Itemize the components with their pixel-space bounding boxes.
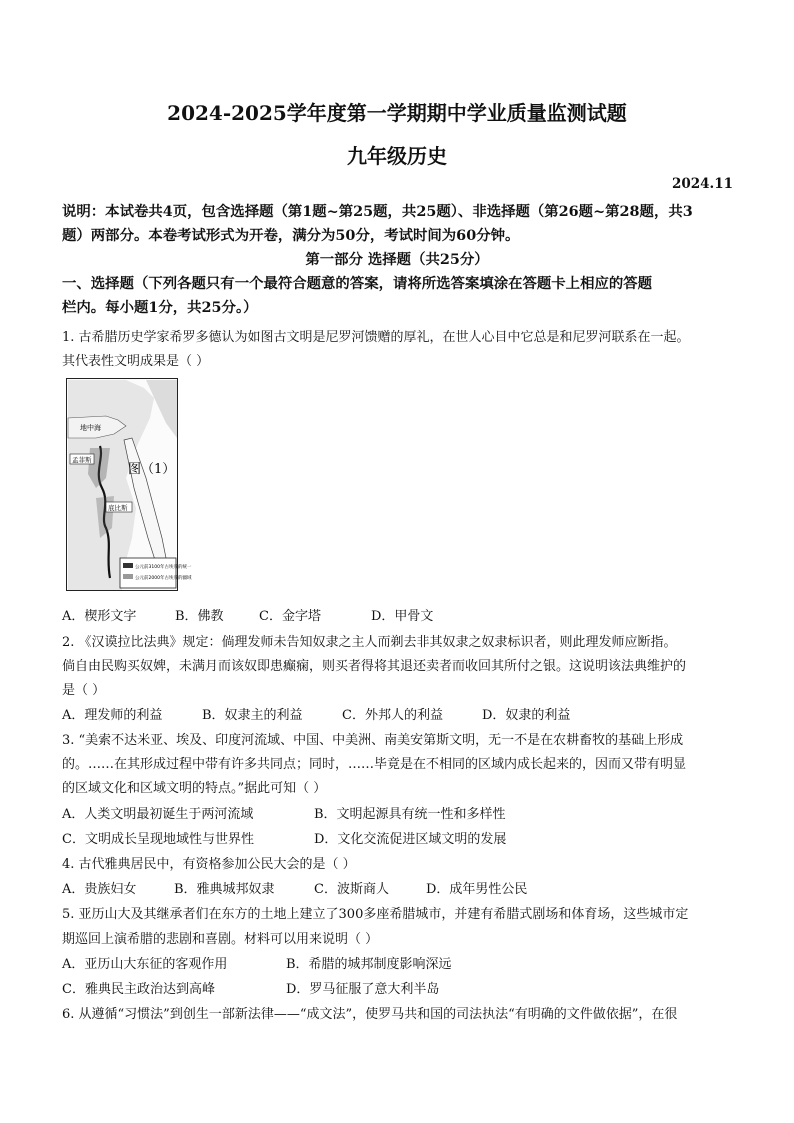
q4-option-c[interactable]: C．波斯商人 [314, 882, 389, 897]
q5-stem-line-1: 5. 亚历山大及其继承者们在东方的土地上建立了300多座希腊城市，并建有希腊式剧场和体育场，这些城市定 [62, 907, 689, 922]
map-figure-label: 图（1） [128, 462, 176, 477]
q2-option-a[interactable]: A．理发师的利益 [62, 708, 163, 723]
q2-option-d[interactable]: D．奴隶的利益 [482, 708, 571, 723]
q3-option-c[interactable]: C．文明成长呈现地域性与世界性 [62, 832, 254, 847]
q2-stem-line-1: 2. 《汉谟拉比法典》规定：倘理发师未告知奴隶之主人而剃去非其奴隶之奴隶标识者，则此理发师应断指。 [62, 635, 677, 650]
q5-options-row-1 [62, 953, 452, 972]
q3-option-b[interactable]: B．文明起源具有统一性和多样性 [314, 807, 506, 822]
q5-stem-line-2: 期巡回上演希腊的悲剧和喜剧。材料可以用来说明（ ） [62, 932, 379, 947]
q5-option-d[interactable]: D．罗马征服了意大利半岛 [286, 982, 440, 997]
q2-option-c[interactable]: C．外邦人的利益 [342, 708, 443, 723]
q3-options-row-2 [62, 828, 506, 847]
map-sea-label: 地中海 [80, 424, 101, 432]
q6-stem-line-1: 6. 从遵循“习惯法”到创生一部新法律——“成文法”，使罗马共和国的司法执法“有明确的文件做依据”，在很 [62, 1007, 678, 1022]
q1-option-a[interactable]: A．楔形文字 [62, 609, 137, 624]
q1-option-c[interactable]: C．金字塔 [259, 609, 321, 624]
q4-option-d[interactable]: D．成年男性公民 [426, 882, 528, 897]
q3-stem-line-2: 的。……在其形成过程中带有许多共同点；同时，……毕竟是在不相同的区域内成长起来的，因而又带有明显 [62, 757, 687, 772]
exam-subject: 九年级历史 [347, 144, 447, 168]
q5-option-a[interactable]: A．亚历山大东征的客观作用 [62, 957, 228, 972]
q3-option-d[interactable]: D．文化交流促进区域文明的发展 [314, 832, 507, 847]
q4-stem-line-1: 4. 古代雅典居民中，有资格参加公民大会的是（ ） [62, 857, 356, 872]
q3-option-a[interactable]: A．人类文明最初诞生于两河流域 [62, 807, 254, 822]
q2-options [62, 704, 570, 723]
map-legend-2: 公元前2000年古埃及的疆域 [135, 576, 192, 581]
q1-options [62, 605, 433, 624]
map-city-thebes: 底比斯 [108, 504, 128, 512]
map-legend-1: 公元前3100年古埃及的统一 [135, 565, 192, 570]
q1-stem-line-1: 1. 古希腊历史学家希罗多德认为如图古文明是尼罗河馈赠的厚礼，在世人心目中它总是和尼罗河联系在一起。 [62, 330, 690, 345]
q2-stem-line-2: 倘自由民购买奴婢，未满月而该奴即患癫痫，则买者得将其退还卖者而收回其所付之银。这说明该法典维护的 [62, 659, 687, 674]
instructions-line-2: 题）两部分。本卷考试形式为开卷，满分为50分，考试时间为60分钟。 [62, 227, 520, 244]
q2-stem-line-3: 是（ ） [62, 683, 106, 698]
part1-heading: 第一部分 选择题（共25分） [305, 251, 489, 268]
exam-date: 2024.11 [671, 176, 733, 192]
q1-option-b[interactable]: B．佛教 [175, 609, 224, 624]
q3-stem-line-1: 3. “美索不达米亚、埃及、印度河流域、中国、中美洲、南美安第斯文明，无一不是在农耕畜牧的基础上形成 [62, 733, 684, 748]
map-city-memphis: 孟菲斯 [72, 456, 92, 464]
q4-option-a[interactable]: A．贵族妇女 [62, 882, 137, 897]
q2-option-b[interactable]: B．奴隶主的利益 [202, 708, 303, 723]
q4-options [62, 878, 527, 897]
q4-option-b[interactable]: B．雅典城邦奴隶 [174, 882, 275, 897]
q5-options-row-2 [62, 978, 439, 997]
q3-stem-line-3: 的区域文化和区域文明的特点。”据此可知（ ） [62, 781, 327, 796]
q1-option-d[interactable]: D．甲骨文 [371, 609, 434, 624]
egypt-map-figure [66, 378, 192, 591]
q1-stem-line-2: 其代表性文明成果是（ ） [62, 354, 210, 369]
q5-option-b[interactable]: B．希腊的城邦制度影响深远 [286, 957, 452, 972]
section-instructions-line-1: 一、选择题（下列各题只有一个最符合题意的答案，请将所选答案填涂在答题卡上相应的答题 [62, 275, 653, 292]
q3-options-row-1 [62, 803, 506, 822]
instructions-line-1: 说明：本试卷共4页，包含选择题（第1题~第25题，共25题）、非选择题（第26题~第28题，共3 [62, 203, 693, 220]
section-instructions-line-2: 栏内。每小题1分，共25分。） [62, 299, 258, 316]
q5-option-c[interactable]: C．雅典民主政治达到高峰 [62, 982, 215, 997]
exam-title: 2024-2025学年度第一学期期中学业质量监测试题 [167, 101, 627, 125]
